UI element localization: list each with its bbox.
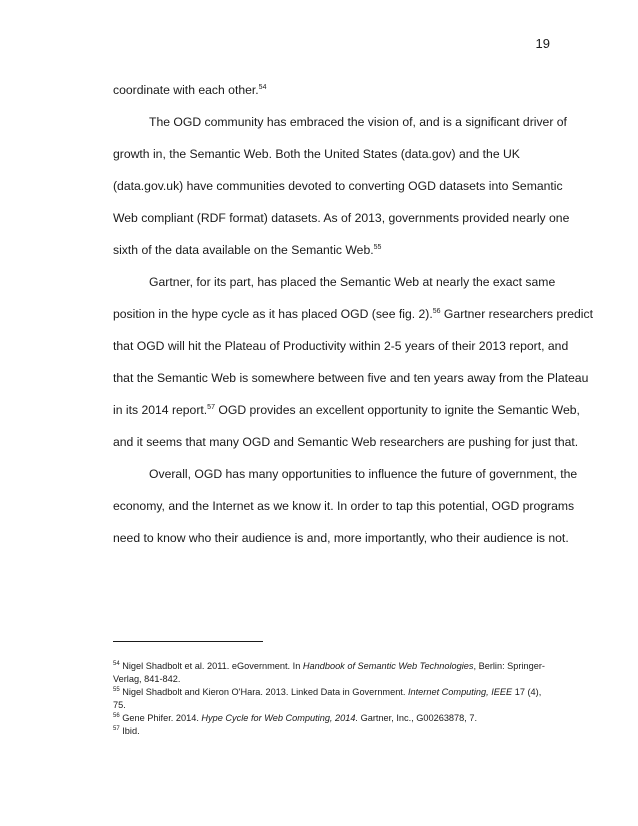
body-line [113, 234, 553, 266]
footnote [113, 660, 553, 686]
footnote-text: Ibid. [122, 726, 140, 736]
footnote-text: Gartner, Inc., G00263878, 7. [358, 713, 478, 723]
body-text-span: in its 2014 report. [113, 403, 208, 417]
body-line: growth in, the Semantic Web. Both the United States (data.gov) and the UK [113, 147, 520, 161]
body-line: Gartner, for its part, has placed the Semantic Web at nearly the exact same [149, 275, 556, 289]
body-line: Web compliant (RDF format) datasets. As of 2013, governments provided nearly one [113, 211, 570, 225]
footnote-text: Nigel Shadbolt and Kieron O'Hara. 2013. Linked Data in Government. [122, 687, 408, 697]
footnote-number: 55 [113, 686, 120, 693]
footnotes [113, 660, 553, 738]
footnote-text: , Berlin: Springer-Verlag, 841-842. [113, 661, 545, 684]
footnote [113, 686, 553, 712]
footnote-number: 56 [113, 712, 120, 719]
footnote-text: Nigel Shadbolt et al. 2011. eGovernment. In [122, 661, 303, 671]
footnote-text: Gene Phifer. 2014. [122, 713, 202, 723]
body-line [113, 74, 553, 106]
footnote-title: Internet Computing, IEEE [407, 687, 513, 697]
body-text-span: Gartner researchers predict [440, 307, 593, 321]
body-text [113, 74, 593, 554]
footnote-separator [113, 641, 263, 642]
footnote-ref-57[interactable]: 57 [207, 403, 215, 411]
footnote [113, 712, 553, 725]
body-line: economy, and the Internet as we know it. In order to tap this potential, OGD programs [113, 499, 575, 513]
footnote-title: Hype Cycle for Web Computing, 2014. [201, 713, 359, 723]
body-line: that OGD will hit the Plateau of Productivity within 2-5 years of their 2013 report, and [113, 339, 569, 353]
body-line: that the Semantic Web is somewhere between five and ten years away from the Plateau [113, 371, 589, 385]
body-line: and it seems that many OGD and Semantic Web researchers are pushing for just that. [113, 435, 579, 449]
body-text-span: coordinate with each other. [113, 83, 259, 97]
footnote-number: 57 [113, 725, 120, 732]
footnote [113, 725, 553, 738]
footnote-ref-55[interactable]: 55 [373, 243, 382, 251]
footnote-title: Handbook of Semantic Web Technologies [302, 661, 474, 671]
body-line: The OGD community has embraced the vision of, and is a significant driver of [149, 115, 567, 129]
body-text-span: position in the hype cycle as it has placed OGD (see fig. 2). [113, 307, 433, 321]
body-text-span: sixth of the data available on the Semantic Web. [113, 243, 374, 257]
body-line: (data.gov.uk) have communities devoted to converting OGD datasets into Semantic [113, 179, 563, 193]
footnote-ref-54[interactable]: 54 [258, 83, 267, 91]
page-number: 19 [535, 36, 550, 51]
footnote-text: 17 (4), 75. [113, 687, 542, 710]
footnote-ref-56[interactable]: 56 [432, 307, 441, 315]
body-line: Overall, OGD has many opportunities to influence the future of government, the [149, 467, 578, 481]
body-line [113, 298, 593, 330]
body-text-span: OGD provides an excellent opportunity to ignite the Semantic Web, [214, 403, 580, 417]
body-line [113, 394, 580, 426]
body-line: need to know who their audience is and, more importantly, who their audience is not. [113, 531, 569, 545]
footnote-number: 54 [113, 660, 120, 667]
